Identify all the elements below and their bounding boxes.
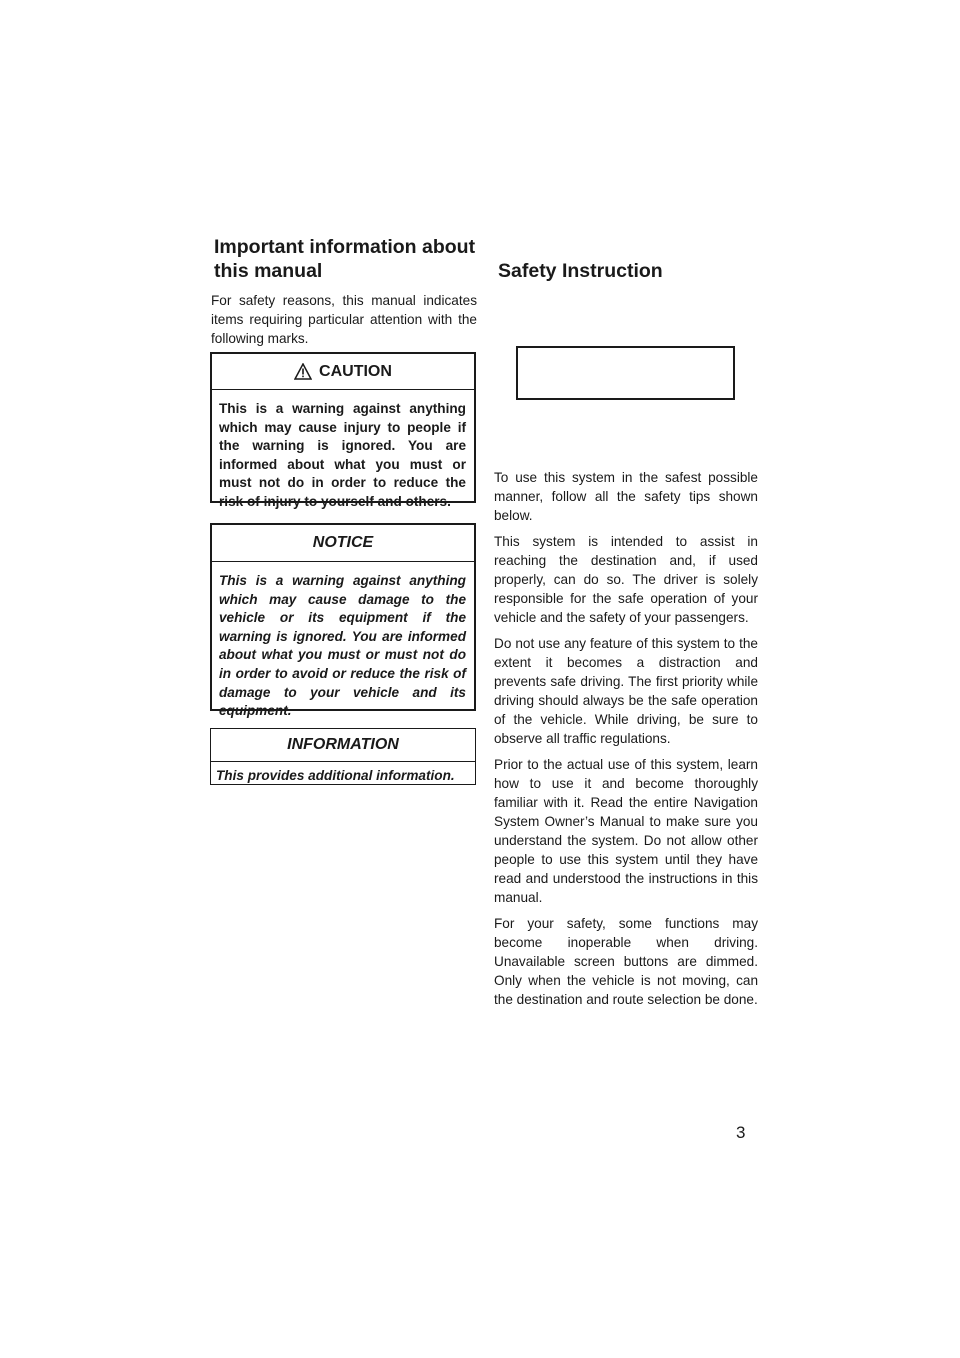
notice-title: NOTICE bbox=[212, 525, 474, 562]
caution-box bbox=[210, 352, 476, 509]
safety-paragraph: For your safety, some functions may become inoperable when driving. Unavailable screen buttons are dimmed. Only when the vehicle is not moving, can the destination and route selection be done. bbox=[494, 916, 758, 1007]
safety-paragraph: Prior to the actual use of this system, learn how to use it and become thoroughly familiar with it. Read the entire Navigation System Owner’s Manual to make sure you understand the system. Do not allow other people to use this system until they have read and understood the instructions in this manual. bbox=[494, 757, 758, 905]
safety-instruction-heading: Safety Instruction bbox=[498, 260, 663, 282]
left-section-heading bbox=[214, 235, 484, 283]
left-heading-line-2: this manual bbox=[214, 260, 323, 282]
notice-box bbox=[210, 523, 476, 719]
caution-body: This is a warning against anything which may cause injury to people if the warning is ignored. You are informed about what you must or must not do in order to reduce the risk of injury to yourself and others. bbox=[219, 401, 466, 509]
safety-instruction-text bbox=[494, 468, 758, 1016]
intro-paragraph: For safety reasons, this manual indicates items requiring particular attention with the following marks. bbox=[211, 293, 477, 346]
safety-paragraph: Do not use any feature of this system to the extent it becomes a distraction and prevents safe driving. The first priority while driving should always be the safe operation of the vehicle. While driving, be sure to observe all traffic regulations. bbox=[494, 636, 758, 746]
safety-paragraph: To use this system in the safest possible manner, follow all the safety tips shown below. bbox=[494, 470, 758, 523]
information-body: This provides additional information. bbox=[216, 768, 455, 783]
warning-triangle-icon bbox=[294, 363, 312, 380]
information-box bbox=[210, 728, 476, 785]
caution-title: CAUTION bbox=[319, 362, 392, 380]
page-number: 3 bbox=[736, 1123, 746, 1142]
caution-header bbox=[212, 354, 474, 390]
notice-body: This is a warning against anything which may cause damage to the vehicle or its equipment if the warning is ignored. You are informed about what you must or must not do in order to avoid or reduce the risk of damage to your vehicle and its equipment. bbox=[219, 573, 466, 719]
safety-paragraph: This system is intended to assist in reaching the destination and, if used properly, can do so. The driver is solely responsible for the safe operation of your vehicle and the safety of your passengers. bbox=[494, 534, 758, 625]
information-title: INFORMATION bbox=[211, 729, 475, 762]
blank-frame bbox=[516, 346, 735, 400]
left-heading-line-1: Important information about bbox=[214, 236, 476, 258]
